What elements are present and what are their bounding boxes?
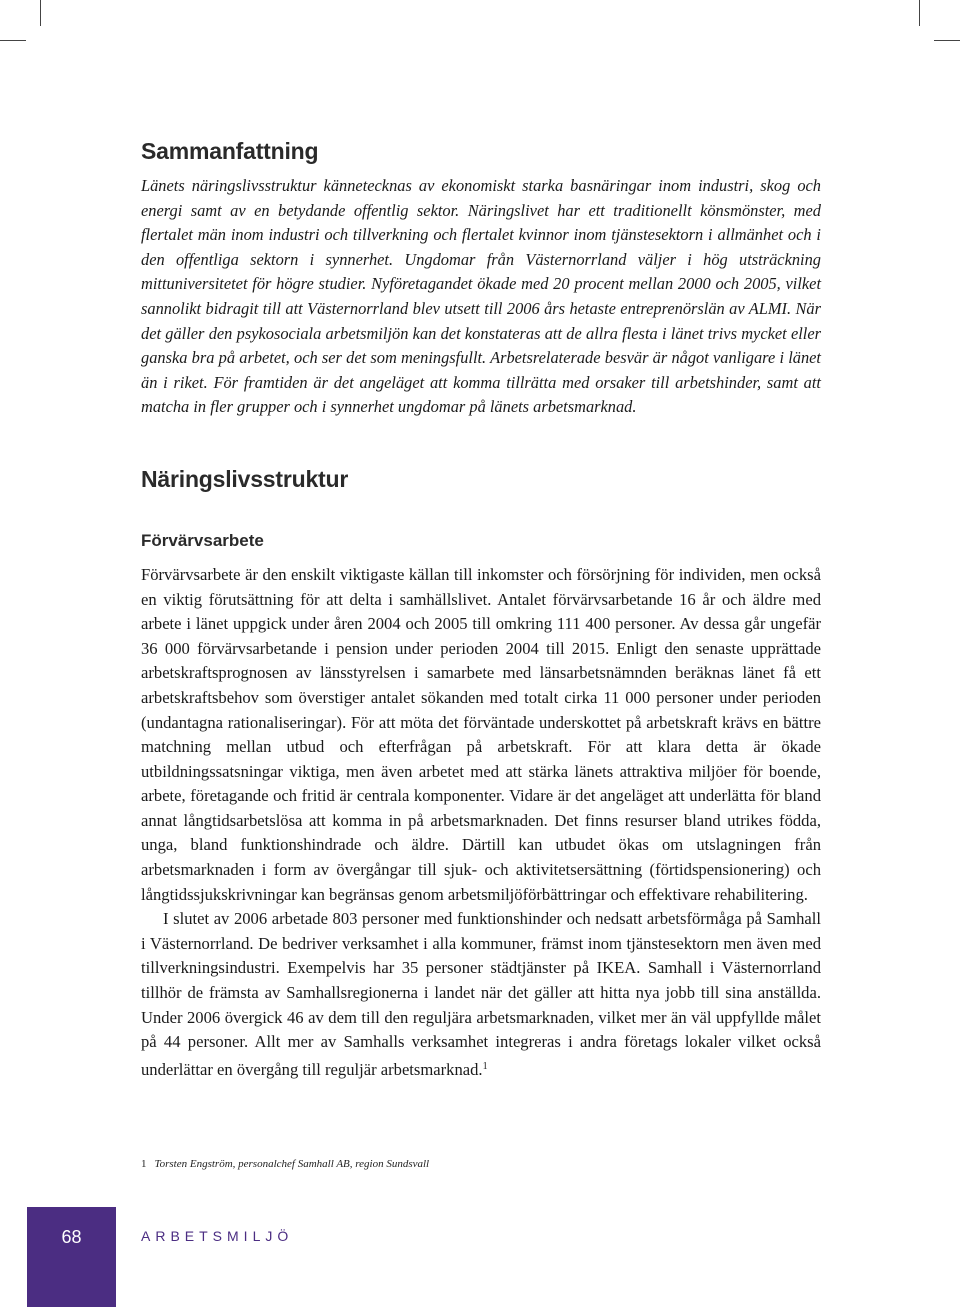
footnote-reference[interactable]: 1: [482, 1060, 488, 1072]
crop-mark-top-right-h: [934, 40, 960, 41]
summary-text: Länets näringslivsstruktur kännetecknas av ekonomiskt starka basnäringar inom industri, skog och energi samt av en betydande offentlig sektor. Näringslivet har ett traditionellt könsmönster, med flertalet män inom industri och tillverkning och flertalet kvinnor inom tjänstesektorn i allmänhet och i den offentliga sektorn i synnerhet. Ungdomar från Västernorrland väljer i hög utsträckning mittuniversitetet för högre studier. Nyföretagandet ökade med 20 procent mellan 2000 och 2005, vilket sannolikt bidragit till att Västernorrland blev utsett till 2006 års hetaste entreprenörslän av ALMI. När det gäller den psykosociala arbetsmiljön kan det konstateras att de allra flesta i länet trivs mycket eller ganska bra på arbetet, och ser det som meningsfullt. Arbetsrelaterade besvär är något vanligare i länet än i riket. För framtiden är det angeläget att komma tillrätta med orsaker till arbetshinder, samt att matcha in fler grupper och i synnerhet ungdomar på länets arbetsmarknad.: [141, 176, 821, 417]
summary-heading: Sammanfattning: [141, 138, 319, 164]
crop-mark-top-right: [919, 0, 920, 26]
footnote: [141, 1158, 429, 1170]
body-paragraph-1: Förvärvsarbete är den enskilt viktigaste källan till inkomster och försörjning för individen, men också en viktig förutsättning för att delta i samhällslivet. Antalet förvärvsarbetande 16 år och äldre med arbete i länet uppgick under åren 2004 och 2005 till omkring 111 400 personer. Av dessa går ungefär 36 000 förvärvsarbetande i pension under perioden 2004 till 2015. Enligt den senaste upprättade arbetskraftsprognosen av länsstyrelsen i samarbete med länsarbetsnämnden beräknas länet få ett arbetskraftsbehov som överstiger antalet sökanden med totalt cirka 11 000 personer under perioden (undantagna rationaliseringar). För att möta det förväntade underskottet på arbetskraft krävs en bättre matchning mellan utbud och efterfrågan på arbetskraft. För att klara detta är ökade utbildningssatsningar viktiga, men även arbetet med att stärka länets attraktiva miljöer för boende, arbete, företagande och fritid är centrala komponenter. Vidare är det angeläget att underlätta för bland annat långtidsarbetslösa att komma in på arbetsmarknaden. Det finns resurser bland utrikes födda, unga, bland funktionshindrade och äldre. Därtill kan utbudet ökas om utslagningen från arbetsmarknaden i form av övergångar till sjuk- och aktivitetsersättning (förtidspensionering) och långtidssjukskrivningar kan begränsas genom arbetsmiljöförbättringar och effektivare rehabilitering.: [141, 564, 821, 904]
section-heading: Näringslivsstruktur: [141, 465, 349, 492]
body-paragraph-2: [141, 907, 821, 1082]
running-title: ARBETSMILJÖ: [141, 1228, 294, 1244]
page-number-box: [27, 1207, 116, 1307]
footnote-number: 1: [141, 1158, 147, 1170]
subsection-heading: Förvärvsarbete: [141, 530, 264, 550]
crop-mark-top-left-h: [0, 40, 26, 41]
footnote-text: Torsten Engström, personalchef Samhall AB, region Sundsvall: [154, 1158, 430, 1170]
crop-mark-top-left: [40, 0, 41, 26]
page-number: 68: [61, 1227, 82, 1247]
body-paragraph-2-text: I slutet av 2006 arbetade 803 personer med funktionshinder och nedsatt arbetsförmåga på Samhall i Västernorrland. De bedriver verksamhet i alla kommuner, främst inom tjänstesektorn men även med tillverkningsindustri. Exempelvis har 35 personer städtjänster på IKEA. Samhall i Västernorrland tillhör de främsta av Samhallsregionerna i landet när det gäller att hitta nya jobb till sina anställda. Under 2006 övergick 46 av dem till den reguljära arbetsmarknaden, vilket mer än väl uppfyllde målet på 44 personer. Allt mer av Samhalls verksamhet integreras i andra företags lokaler vilket också underlättar en övergång till reguljär arbetsmarknad.: [141, 909, 821, 1079]
page-content: [141, 138, 821, 1082]
